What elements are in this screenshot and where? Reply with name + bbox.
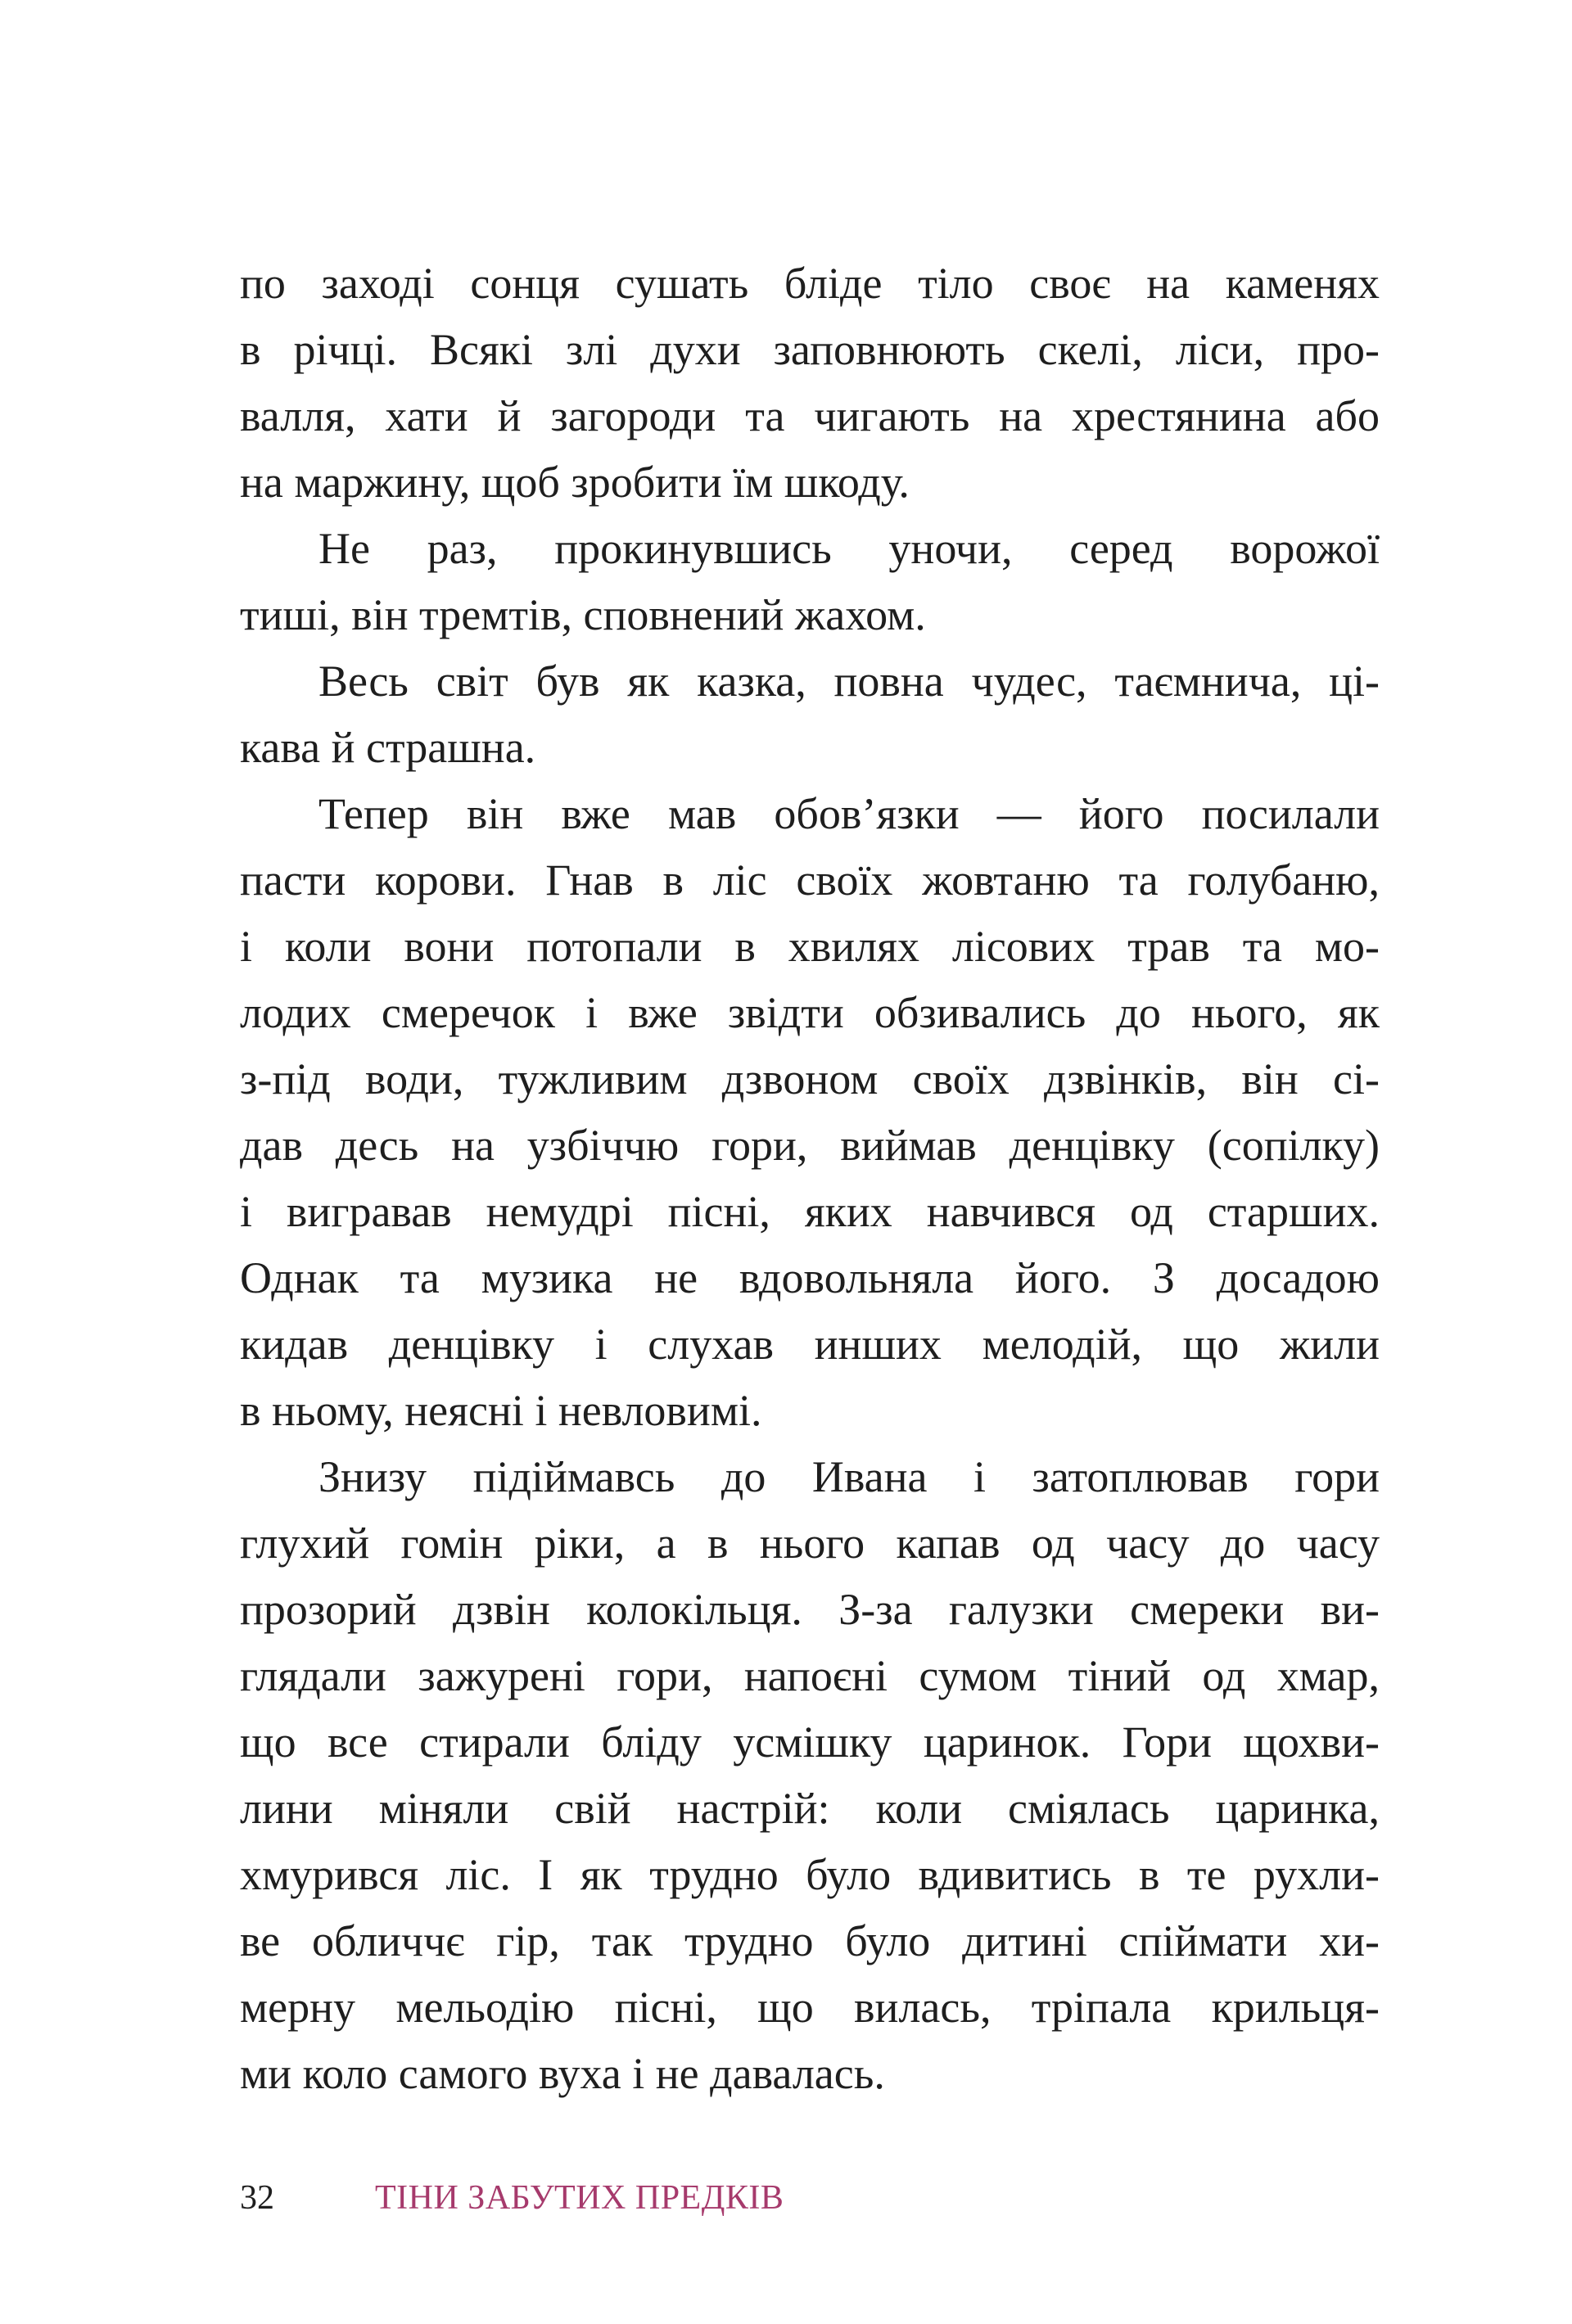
text-line: Не раз, прокинувшись уночи, серед ворожої	[318, 524, 1380, 573]
text-line: по заході сонця сушать бліде тіло своє на каменях	[240, 259, 1380, 308]
text-line: глухий гомін ріки, а в нього капав од часу до часу	[240, 1518, 1380, 1568]
text-line: хмурився ліс. І як трудно було вдивитись в те рухли-	[240, 1850, 1380, 1899]
text-line: Знизу підіймавсь до Ивана і затоплював гори	[318, 1452, 1380, 1501]
text-line: тиші, він тремтів, сповнений жахом.	[240, 590, 926, 639]
text-line: і вигравав немудрі пісні, яких навчився од старших.	[240, 1187, 1380, 1236]
text-line: Весь світ був як казка, повна чудес, таємнича, ці-	[318, 657, 1380, 706]
text-line: Тепер він вже мав обов’язки — його посилали	[318, 789, 1380, 838]
text-line: пасти корови. Гнав в ліс своїх жовтаню та голубаню,	[240, 855, 1380, 905]
text-line: лини міняли свій настрій: коли сміялась царинка,	[240, 1784, 1380, 1833]
text-line: мерну мельодію пісні, що вилась, тріпала крильця-	[240, 1983, 1380, 2032]
text-line: що все стирали бліду усмішку царинок. Гори щохви-	[240, 1717, 1380, 1767]
text-line: ве обличчє гір, так трудно було дитині спіймати хи-	[240, 1916, 1380, 1965]
text-line: в річці. Всякі злі духи заповнюють скелі, ліси, про-	[240, 325, 1380, 374]
text-line: лодих смеречок і вже звідти обзивались до нього, як	[240, 988, 1380, 1037]
body-text	[240, 250, 1380, 2107]
page-number: 32	[240, 2179, 274, 2217]
text-line: прозорий дзвін колокільця. З-за галузки смереки ви-	[240, 1585, 1380, 1634]
text-line: ми коло самого вуха і не давалась.	[240, 2049, 885, 2098]
text-line: глядали зажурені гори, напоєні сумом тіний од хмар,	[240, 1651, 1380, 1700]
text-line: кава й страшна.	[240, 723, 536, 772]
text-line: валля, хати й загороди та чигають на хрестянина або	[240, 391, 1380, 440]
running-title: ТІНИ ЗАБУТИХ ПРЕДКІВ	[375, 2179, 784, 2217]
text-line: Однак та музика не вдовольняла його. З досадою	[240, 1253, 1380, 1302]
text-line: на маржину, щоб зробити їм шкоду.	[240, 458, 910, 507]
text-line: дав десь на узбіччю гори, виймав денцівку (сопілку)	[240, 1121, 1380, 1170]
text-line: в ньому, неясні і невловимі.	[240, 1386, 762, 1435]
text-line: кидав денцівку і слухав инших мелодій, що жили	[240, 1320, 1380, 1369]
text-line: і коли вони потопали в хвилях лісових трав та мо-	[240, 922, 1380, 971]
text-line: з-під води, тужливим дзвоном своїх дзвінків, він сі-	[240, 1054, 1380, 1103]
